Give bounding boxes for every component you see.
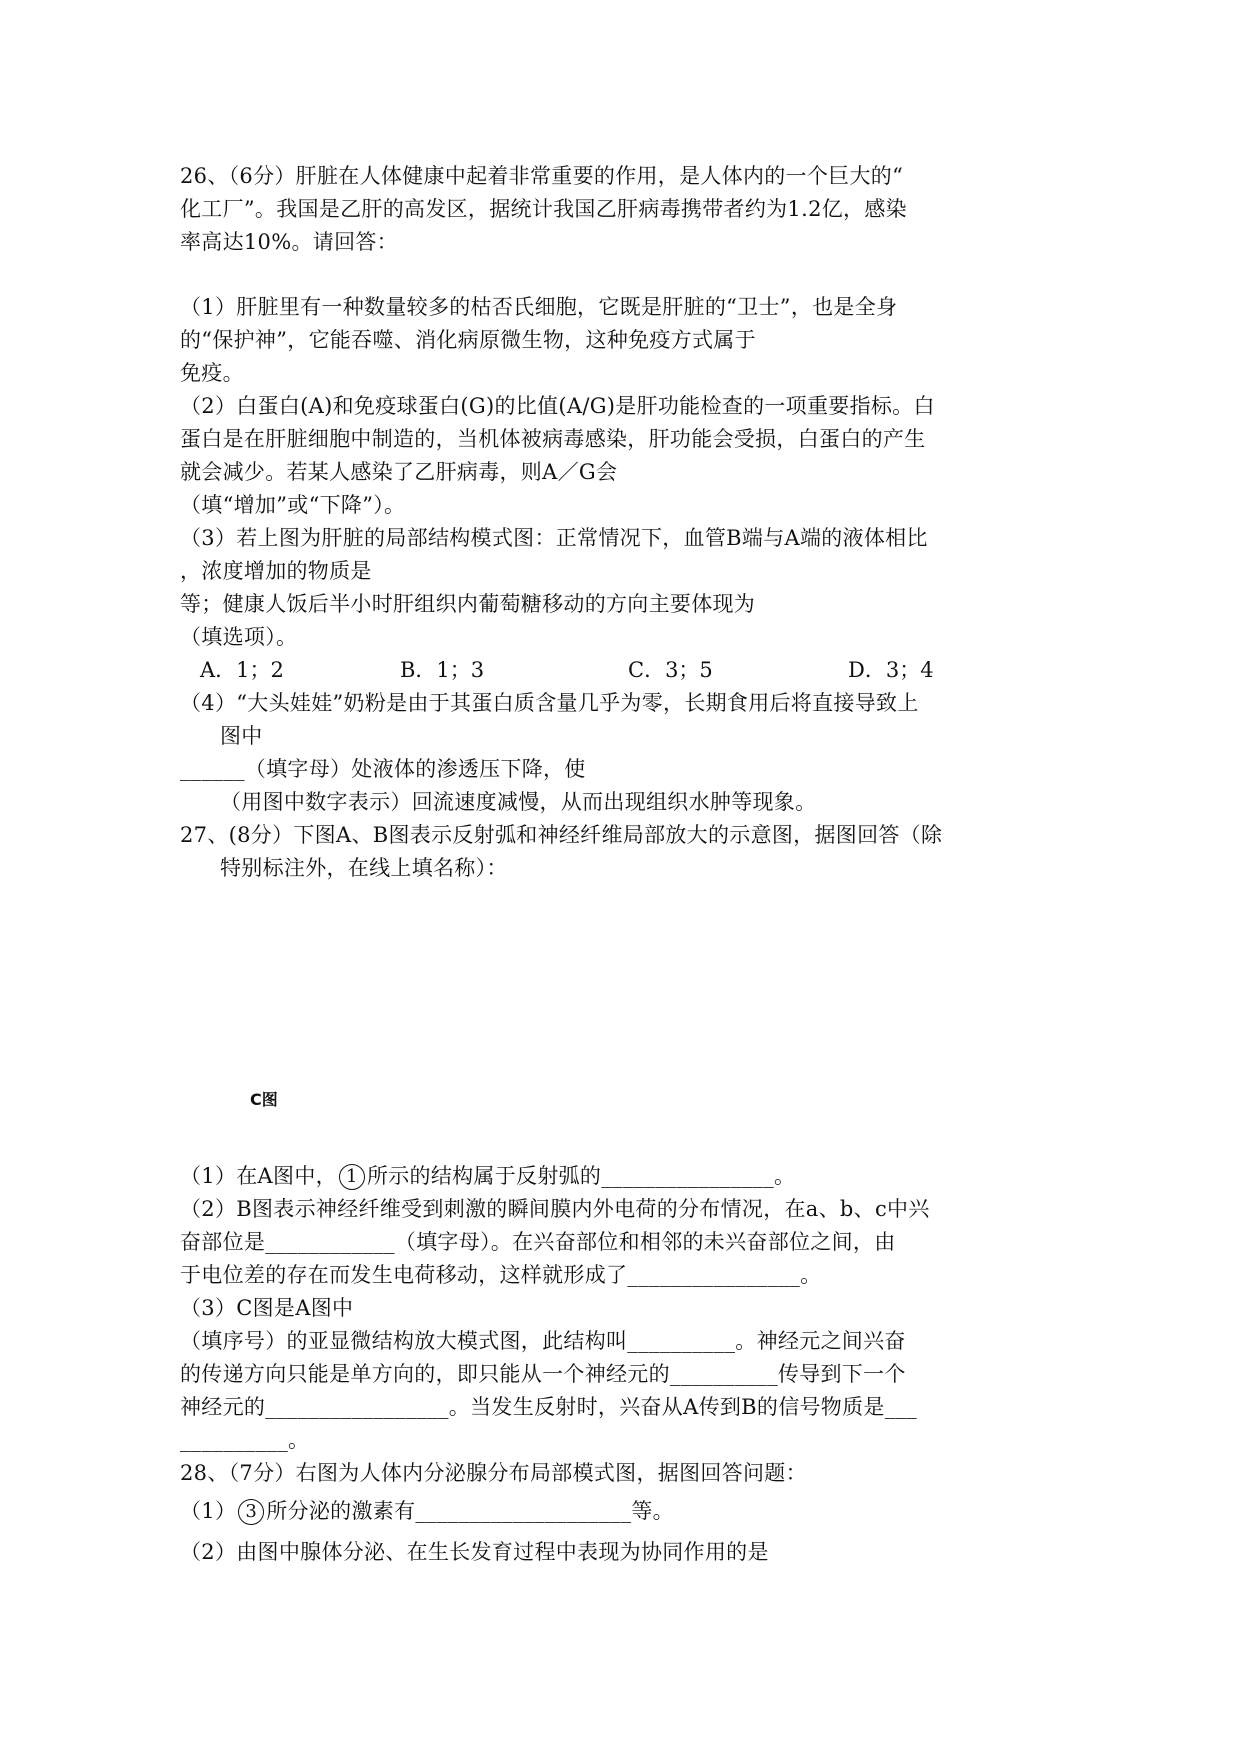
q26-part4-line-4: （用图中数字表示）回流速度减慢，从而出现组织水肿等现象。	[220, 790, 817, 814]
q27-part3-line-3: 的传递方向只能是单方向的，即只能从一个神经元的__________传导到下一个	[180, 1362, 906, 1386]
q26-part1-line-1: （1）肝脏里有一种数量较多的枯否氏细胞，它既是肝脏的“卫士”，也是全身	[180, 295, 898, 319]
q26-option-d: D．3；4	[848, 658, 934, 682]
q26-option-a: A．1；2	[200, 658, 284, 682]
q26-part3-line-1: （3）若上图为肝脏的局部结构模式图：正常情况下，血管B端与A端的液体相比	[180, 526, 928, 550]
circled-number-3: 3	[238, 1499, 264, 1525]
q26-part4-line-1: （4）“大头娃娃”奶粉是由于其蛋白质含量几乎为零，长期食用后将直接导致上	[180, 691, 919, 715]
q27-part2-line-1: （2）B图表示神经纤维受到刺激的瞬间膜内外电荷的分布情况，在a、b、c中兴	[180, 1197, 930, 1221]
q27-part1	[180, 1162, 795, 1190]
q26-part2-line-1: （2）白蛋白(A)和免疫球蛋白(G)的比值(A/G)是肝功能检查的一项重要指标。白	[180, 394, 935, 418]
q26-part3-line-4: （填选项）。	[180, 625, 298, 649]
q26-part2-line-2: 蛋白是在肝脏细胞中制造的，当机体被病毒感染，肝功能会受损，白蛋白的产生	[180, 427, 926, 451]
q28-part1-suffix: 所分泌的激素有____________________等。	[266, 1499, 674, 1523]
q28-part1	[180, 1497, 674, 1525]
q27-part1-prefix: （1）在A图中，	[180, 1164, 337, 1188]
figure-c-caption: C图	[250, 1090, 278, 1109]
q26-part2-line-3: 就会减少。若某人感染了乙肝病毒，则A／G会	[180, 460, 618, 484]
q26-line-2: 化工厂”。我国是乙肝的高发区，据统计我国乙肝病毒携带者约为1.2亿，感染	[180, 197, 907, 221]
q26-part4-line-3: ______（填字母）处液体的渗透压下降，使	[180, 757, 586, 781]
q28-part1-prefix: （1）	[180, 1499, 237, 1523]
q27-part2-line-2: 奋部位是____________（填字母）。在兴奋部位和相邻的未兴奋部位之间，由	[180, 1230, 896, 1254]
q26-line-3: 率高达10%。请回答：	[180, 230, 398, 254]
q27-part3-line-4: 神经元的_________________。当发生反射时，兴奋从A传到B的信号物质是___	[180, 1395, 918, 1419]
circled-number-1: 1	[339, 1164, 365, 1190]
q26-part4-line-2: 图中	[220, 724, 263, 748]
q26-part3-line-2: ，浓度增加的物质是	[180, 559, 372, 583]
q28-line-1: 28、（7分）右图为人体内分泌腺分布局部模式图，据图回答问题：	[180, 1461, 807, 1485]
q26-option-c: C．3；5	[628, 658, 713, 682]
q26-line-1: 26、（6分）肝脏在人体健康中起着非常重要的作用，是人体内的一个巨大的“	[180, 164, 904, 188]
q27-part1-suffix: 所示的结构属于反射弧的________________。	[366, 1164, 796, 1188]
q26-part1-line-2: 的“保护神”，它能吞噬、消化病原微生物，这种免疫方式属于	[180, 328, 756, 352]
q26-part1-line-3: 免疫。	[180, 361, 244, 385]
q28-part2: （2）由图中腺体分泌、在生长发育过程中表现为协同作用的是	[180, 1540, 769, 1564]
q26-option-b: B．1；3	[400, 658, 485, 682]
q27-part3-line-2: （填序号）的亚显微结构放大模式图，此结构叫__________。神经元之间兴奋	[180, 1329, 906, 1353]
q26-part3-line-3: 等；健康人饭后半小时肝组织内葡萄糖移动的方向主要体现为	[180, 592, 756, 616]
q27-part3-line-5: __________。	[180, 1428, 310, 1452]
q27-part3-line-1: （3）C图是A图中	[180, 1296, 354, 1320]
q26-part2-line-4: （填“增加”或“下降”）。	[180, 493, 406, 517]
q27-line-1: 27、(8分）下图A、B图表示反射弧和神经纤维局部放大的示意图，据图回答（除	[180, 823, 943, 847]
q27-part2-line-3: 于电位差的存在而发生电荷移动，这样就形成了________________。	[180, 1263, 822, 1287]
q27-line-2: 特别标注外，在线上填名称）：	[220, 856, 508, 880]
